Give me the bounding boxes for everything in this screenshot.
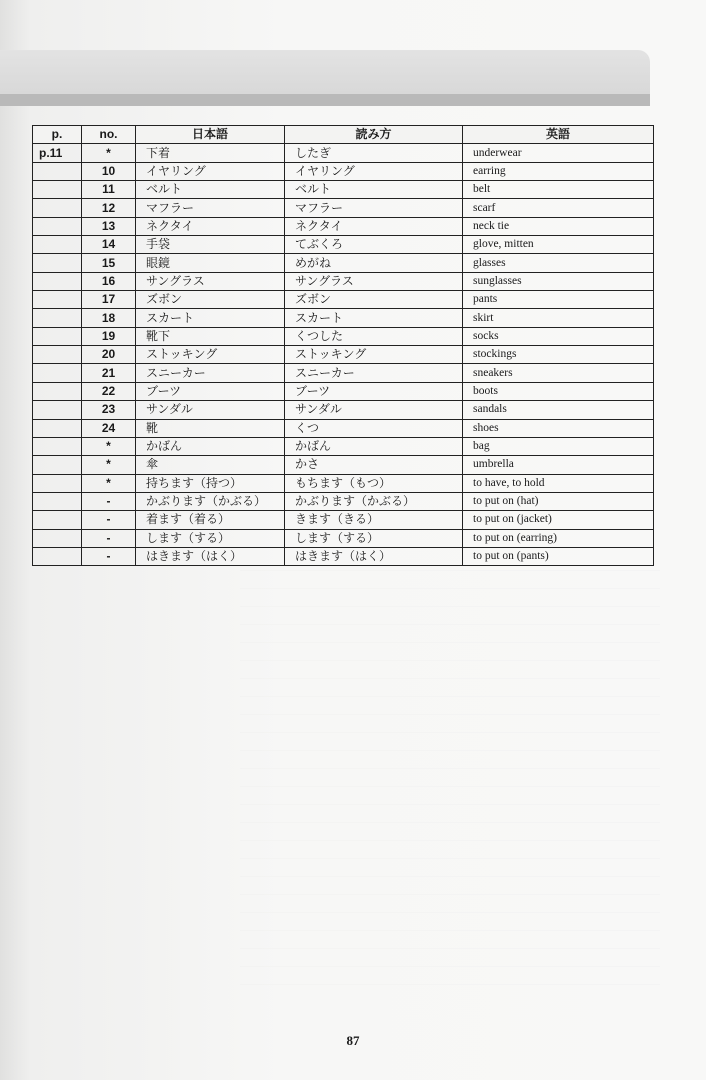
japanese-cell: します（する） (136, 529, 285, 547)
table-row (33, 492, 654, 510)
japanese-cell: マフラー (136, 199, 285, 217)
number-cell: 15 (82, 254, 136, 272)
header-reading: 読み方 (285, 126, 463, 144)
reading-cell: ズボン (285, 291, 463, 309)
english-cell: to have, to hold (463, 474, 654, 492)
english-cell: glasses (463, 254, 654, 272)
english-cell: pants (463, 291, 654, 309)
header-number: no. (82, 126, 136, 144)
number-cell: 22 (82, 382, 136, 400)
reading-cell: はきます（はく） (285, 547, 463, 565)
table-row (33, 456, 654, 474)
reading-cell: スニーカー (285, 364, 463, 382)
table-row (33, 401, 654, 419)
table-row (33, 419, 654, 437)
page-cell (33, 364, 82, 382)
japanese-cell: 手袋 (136, 236, 285, 254)
page-cell (33, 474, 82, 492)
table-row (33, 327, 654, 345)
japanese-cell: ベルト (136, 181, 285, 199)
japanese-cell: 下着 (136, 144, 285, 162)
english-cell: bag (463, 437, 654, 455)
header-banner (0, 50, 650, 94)
japanese-cell: ネクタイ (136, 217, 285, 235)
page-cell (33, 437, 82, 455)
number-cell: 14 (82, 236, 136, 254)
table-row (33, 346, 654, 364)
reading-cell: マフラー (285, 199, 463, 217)
english-cell: to put on (earring) (463, 529, 654, 547)
table-row (33, 547, 654, 565)
table-row (33, 217, 654, 235)
reading-cell: ブーツ (285, 382, 463, 400)
reading-cell: かぶります（かぶる） (285, 492, 463, 510)
number-cell: 20 (82, 346, 136, 364)
number-cell: 24 (82, 419, 136, 437)
number-cell: 23 (82, 401, 136, 419)
table-row (33, 382, 654, 400)
reading-cell: ネクタイ (285, 217, 463, 235)
english-cell: underwear (463, 144, 654, 162)
page-cell (33, 236, 82, 254)
page-shadow (0, 0, 30, 1080)
header-stripe (0, 94, 650, 106)
english-cell: to put on (jacket) (463, 511, 654, 529)
japanese-cell: サングラス (136, 272, 285, 290)
japanese-cell: ブーツ (136, 382, 285, 400)
number-cell: * (82, 474, 136, 492)
english-cell: stockings (463, 346, 654, 364)
table-row (33, 181, 654, 199)
japanese-cell: ストッキング (136, 346, 285, 364)
reading-cell: します（する） (285, 529, 463, 547)
reading-cell: かさ (285, 456, 463, 474)
number-cell: * (82, 456, 136, 474)
japanese-cell: はきます（はく） (136, 547, 285, 565)
reading-cell: くつした (285, 327, 463, 345)
japanese-cell: 持ちます（持つ） (136, 474, 285, 492)
japanese-cell: 傘 (136, 456, 285, 474)
english-cell: sneakers (463, 364, 654, 382)
english-cell: skirt (463, 309, 654, 327)
reading-cell: ストッキング (285, 346, 463, 364)
page-cell (33, 181, 82, 199)
number-cell: 13 (82, 217, 136, 235)
japanese-cell: かばん (136, 437, 285, 455)
number-cell: * (82, 144, 136, 162)
number-cell: 12 (82, 199, 136, 217)
japanese-cell: 靴 (136, 419, 285, 437)
reading-cell: くつ (285, 419, 463, 437)
page-cell: p.11 (33, 144, 82, 162)
table-row (33, 162, 654, 180)
page-cell (33, 492, 82, 510)
reading-cell: スカート (285, 309, 463, 327)
page-cell (33, 217, 82, 235)
japanese-cell: ズボン (136, 291, 285, 309)
page-number: 87 (346, 1033, 360, 1048)
english-cell: sunglasses (463, 272, 654, 290)
english-cell: glove, mitten (463, 236, 654, 254)
number-cell: - (82, 529, 136, 547)
number-cell: 21 (82, 364, 136, 382)
english-cell: sandals (463, 401, 654, 419)
japanese-cell: 着ます（着る） (136, 511, 285, 529)
reading-cell: ベルト (285, 181, 463, 199)
page-cell (33, 254, 82, 272)
reading-cell: したぎ (285, 144, 463, 162)
english-cell: shoes (463, 419, 654, 437)
number-cell: 16 (82, 272, 136, 290)
english-cell: to put on (hat) (463, 492, 654, 510)
table-row (33, 364, 654, 382)
english-cell: boots (463, 382, 654, 400)
number-cell: 19 (82, 327, 136, 345)
english-cell: earring (463, 162, 654, 180)
table-row (33, 529, 654, 547)
table-row (33, 437, 654, 455)
page-cell (33, 346, 82, 364)
number-cell: - (82, 492, 136, 510)
table-header-row (33, 126, 654, 144)
english-cell: belt (463, 181, 654, 199)
table-row (33, 511, 654, 529)
english-cell: neck tie (463, 217, 654, 235)
japanese-cell: 靴下 (136, 327, 285, 345)
reading-cell: きます（きる） (285, 511, 463, 529)
number-cell: - (82, 511, 136, 529)
table-row (33, 199, 654, 217)
reading-cell: サンダル (285, 401, 463, 419)
japanese-cell: イヤリング (136, 162, 285, 180)
english-cell: umbrella (463, 456, 654, 474)
header-english: 英語 (463, 126, 654, 144)
page-cell (33, 547, 82, 565)
table-body (33, 144, 654, 566)
reading-cell: サングラス (285, 272, 463, 290)
table-row (33, 291, 654, 309)
header-japanese: 日本語 (136, 126, 285, 144)
number-cell: 10 (82, 162, 136, 180)
number-cell: * (82, 437, 136, 455)
header-page: p. (33, 126, 82, 144)
japanese-cell: 眼鏡 (136, 254, 285, 272)
page-cell (33, 162, 82, 180)
page-cell (33, 291, 82, 309)
japanese-cell: スニーカー (136, 364, 285, 382)
page-cell (33, 382, 82, 400)
reading-cell: てぶくろ (285, 236, 463, 254)
number-cell: - (82, 547, 136, 565)
japanese-cell: スカート (136, 309, 285, 327)
page-cell (33, 419, 82, 437)
page-cell (33, 309, 82, 327)
english-cell: to put on (pants) (463, 547, 654, 565)
page-cell (33, 272, 82, 290)
reading-cell: イヤリング (285, 162, 463, 180)
number-cell: 17 (82, 291, 136, 309)
japanese-cell: かぶります（かぶる） (136, 492, 285, 510)
table-row (33, 309, 654, 327)
english-cell: scarf (463, 199, 654, 217)
table-row (33, 272, 654, 290)
table-row (33, 254, 654, 272)
number-cell: 18 (82, 309, 136, 327)
reading-cell: めがね (285, 254, 463, 272)
english-cell: socks (463, 327, 654, 345)
bleed-through-lines (240, 570, 660, 990)
page-cell (33, 511, 82, 529)
table-row (33, 144, 654, 162)
table-row (33, 474, 654, 492)
page-cell (33, 327, 82, 345)
reading-cell: かばん (285, 437, 463, 455)
page-cell (33, 199, 82, 217)
number-cell: 11 (82, 181, 136, 199)
page-cell (33, 456, 82, 474)
reading-cell: もちます（もつ） (285, 474, 463, 492)
page-cell (33, 529, 82, 547)
table-row (33, 236, 654, 254)
japanese-cell: サンダル (136, 401, 285, 419)
vocabulary-table (32, 125, 654, 566)
page-cell (33, 401, 82, 419)
